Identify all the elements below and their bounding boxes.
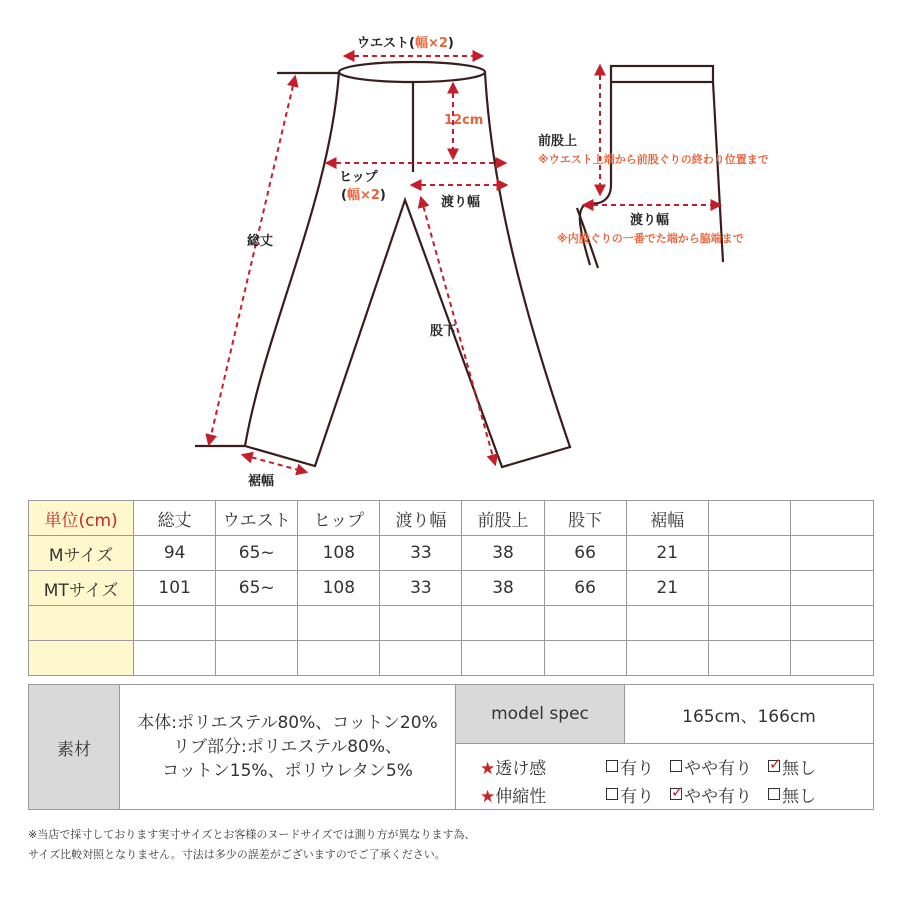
table-cell: 66 (544, 536, 626, 571)
material-label: 素材 (29, 685, 120, 809)
table-cell (544, 606, 626, 641)
option-somewhat: ✓ やや有り (670, 782, 752, 807)
inseam-label: 股下 (430, 324, 457, 339)
header-cell: 総丈 (134, 501, 216, 536)
waist-label: ウエスト(幅×2) (357, 36, 454, 51)
table-cell (216, 641, 298, 676)
rise-12cm-label: 12cm (444, 113, 484, 128)
header-cell (790, 501, 873, 536)
table-cell (298, 641, 380, 676)
star-icon: ★ (480, 758, 496, 779)
model-spec-value: 165cm、166cm (625, 685, 873, 744)
table-cell (380, 606, 462, 641)
option-no: ✓ 無し (768, 754, 816, 779)
table-row (29, 536, 874, 571)
header-cell: ヒップ (298, 501, 380, 536)
table-cell (462, 606, 544, 641)
feature-name: ★透け感 (480, 758, 547, 779)
table-cell: 33 (380, 571, 462, 606)
option-no: 無し (768, 782, 816, 807)
checkbox-icon (606, 760, 618, 772)
table-cell (708, 606, 790, 641)
table-cell (462, 641, 544, 676)
feature-row-stretch (456, 779, 873, 809)
table-cell: 21 (626, 571, 708, 606)
table-row (29, 641, 874, 676)
table-cell: 33 (380, 536, 462, 571)
table-cell (790, 571, 873, 606)
table-cell: 38 (462, 536, 544, 571)
table-cell: 21 (626, 536, 708, 571)
side-thigh-note: ※内股ぐりの一番でた端から脇端まで (557, 232, 744, 245)
header-cell: ウエスト (216, 501, 298, 536)
row-head-cell (29, 641, 134, 676)
header-cell: 単位(cm) (29, 501, 134, 536)
feature-row-transparency (456, 751, 873, 781)
checkbox-icon (670, 760, 682, 772)
table-cell (626, 606, 708, 641)
table-cell (134, 641, 216, 676)
table-cell: 66 (544, 571, 626, 606)
header-cell (708, 501, 790, 536)
table-cell (380, 641, 462, 676)
total-length-label: 総丈 (247, 234, 274, 249)
table-cell (216, 606, 298, 641)
header-cell: 前股上 (462, 501, 544, 536)
hip-sub-label: (幅×2) (341, 188, 386, 203)
table-cell (708, 571, 790, 606)
table-cell (708, 641, 790, 676)
material-panel (28, 684, 874, 810)
checkbox-icon (606, 788, 618, 800)
table-cell: 101 (134, 571, 216, 606)
material-line: リブ部分:ポリエステル80%、 (173, 737, 402, 757)
hip-label: ヒップ (339, 170, 378, 185)
hem-label: 裾幅 (248, 474, 275, 489)
footnote-line: ※当店で採寸しております実寸サイズとお客様のヌードサイズでは測り方が異なります為、 (28, 828, 476, 841)
table-cell (790, 641, 873, 676)
table-cell (626, 641, 708, 676)
header-cell: 裾幅 (626, 501, 708, 536)
side-measurement-lines (584, 66, 720, 205)
table-cell (544, 641, 626, 676)
table-cell (134, 606, 216, 641)
table-row (29, 606, 874, 641)
row-head-cell (29, 606, 134, 641)
header-cell: 渡り幅 (380, 501, 462, 536)
table-cell (298, 606, 380, 641)
table-cell (708, 536, 790, 571)
model-spec-label: model spec (456, 685, 625, 744)
table-cell (790, 606, 873, 641)
size-table-header (29, 501, 874, 536)
footnote-line: サイズ比較対照となりません。寸法は多少の誤差がございますのでご了承ください。 (28, 848, 446, 861)
front-rise-label: 前股上 (538, 134, 578, 149)
row-head-cell: Mサイズ (29, 536, 134, 571)
table-row (29, 571, 874, 606)
table-cell: 94 (134, 536, 216, 571)
material-line: 本体:ポリエステル80%、コットン20% (137, 713, 438, 733)
checkbox-icon (768, 788, 780, 800)
checked-checkbox-icon (768, 760, 780, 772)
header-cell: 股下 (544, 501, 626, 536)
option-somewhat: やや有り (670, 754, 752, 779)
side-thigh-label: 渡り幅 (630, 213, 670, 228)
option-yes: 有り (606, 754, 654, 779)
table-cell: 108 (298, 571, 380, 606)
table-cell (790, 536, 873, 571)
table-cell: 65~ (216, 571, 298, 606)
material-text (120, 685, 456, 809)
checked-checkbox-icon (670, 788, 682, 800)
thigh-label: 渡り幅 (441, 195, 481, 210)
material-line: コットン15%、ポリウレタン5% (162, 761, 413, 781)
star-icon: ★ (480, 786, 496, 807)
front-rise-note: ※ウエスト上端から前股ぐりの終わり位置まで (538, 153, 769, 166)
table-cell: 38 (462, 571, 544, 606)
option-yes: 有り (606, 782, 654, 807)
size-table (28, 500, 874, 676)
row-head-cell: MTサイズ (29, 571, 134, 606)
table-cell: 65~ (216, 536, 298, 571)
table-cell: 108 (298, 536, 380, 571)
feature-name: ★伸縮性 (480, 786, 547, 807)
